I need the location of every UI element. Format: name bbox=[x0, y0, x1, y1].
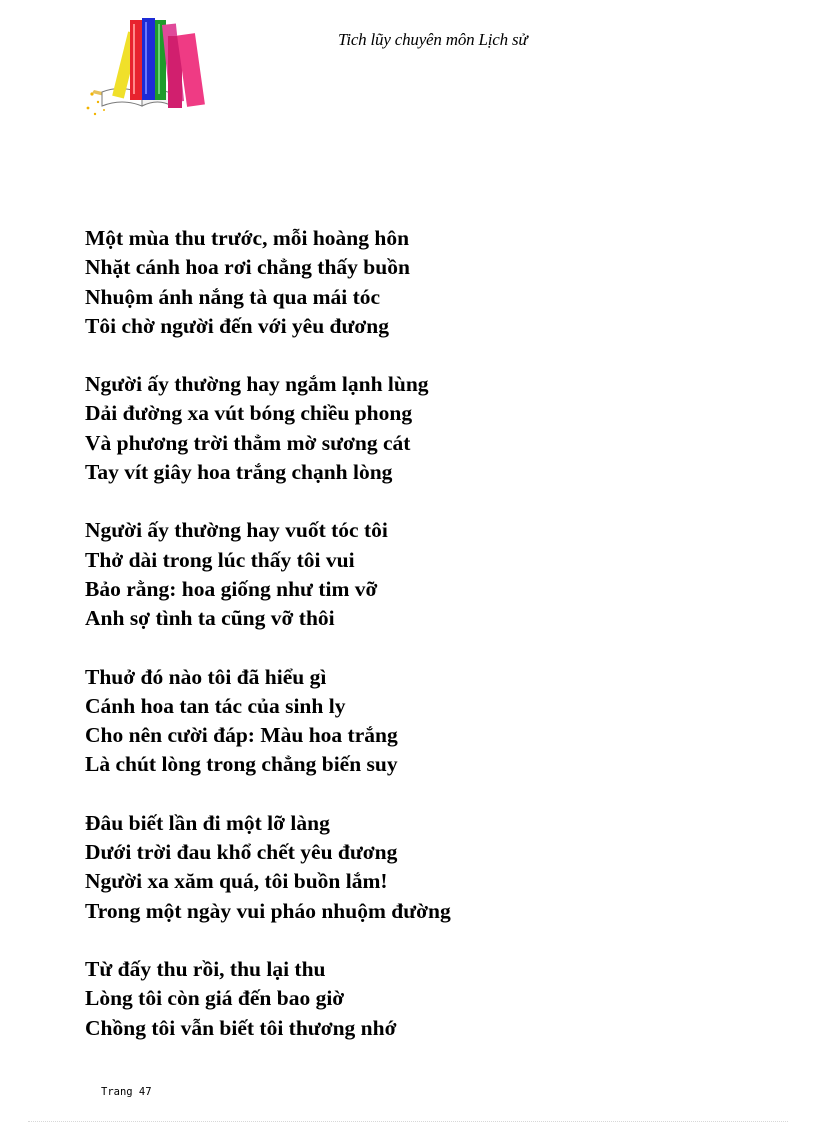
poem-line: Và phương trời thẳm mờ sương cát bbox=[85, 430, 411, 455]
poem-line: Một mùa thu trước, mỗi hoàng hôn bbox=[85, 226, 410, 250]
poem-line: Tôi chờ người đến với yêu đương bbox=[85, 313, 390, 338]
poem-line: Đâu biết lần đi một lỡ làng bbox=[85, 810, 330, 835]
poem-line: Trong một ngày vui pháo nhuộm đường bbox=[85, 898, 451, 923]
poem-line: Anh sợ tình ta cũng vỡ thôi bbox=[85, 606, 335, 631]
poem-line: Lòng tôi còn giá đến bao giờ bbox=[85, 986, 345, 1011]
poem-line: Tay vít giây hoa trắng chạnh lòng bbox=[85, 460, 393, 485]
poem-line: Chồng tôi vẫn biết tôi thương nhớ bbox=[85, 1015, 397, 1040]
poem-line: Từ đấy thu rồi, thu lại thu bbox=[85, 956, 326, 981]
poem bbox=[85, 224, 451, 1072]
stanza bbox=[85, 370, 451, 487]
books-icon bbox=[84, 14, 206, 116]
poem-line: Là chút lòng trong chẳng biến suy bbox=[85, 752, 398, 777]
stanza bbox=[85, 809, 451, 926]
poem-line: Dải đường xa vút bóng chiều phong bbox=[85, 401, 413, 426]
poem-line: Người ấy thường hay vuốt tóc tôi bbox=[85, 518, 388, 543]
poem-line: Cánh hoa tan tác của sinh ly bbox=[85, 693, 346, 718]
poem-line: Nhặt cánh hoa rơi chẳng thấy buồn bbox=[85, 255, 410, 280]
stanza bbox=[85, 663, 451, 780]
poem-line: Dưới trời đau khổ chết yêu đương bbox=[85, 840, 398, 865]
footer-divider bbox=[28, 1121, 788, 1122]
poem-line: Nhuộm ánh nắng tà qua mái tóc bbox=[85, 284, 381, 309]
stanza bbox=[85, 516, 451, 633]
poem-line: Người ấy thường hay ngắm lạnh lùng bbox=[85, 372, 429, 397]
stanza bbox=[85, 955, 451, 1043]
page-header-title: Tich lũy chuyên môn Lịch sử bbox=[338, 30, 528, 49]
page-number: Trang 47 bbox=[101, 1086, 152, 1098]
stanza bbox=[85, 224, 451, 341]
poem-line: Thuở đó nào tôi đã hiểu gì bbox=[85, 664, 327, 689]
poem-line: Thở dài trong lúc thấy tôi vui bbox=[85, 547, 355, 572]
poem-line: Bảo rằng: hoa giống như tim vỡ bbox=[85, 576, 378, 601]
poem-line: Cho nên cười đáp: Màu hoa trắng bbox=[85, 723, 398, 748]
poem-line: Người xa xăm quá, tôi buồn lắm! bbox=[85, 869, 388, 894]
